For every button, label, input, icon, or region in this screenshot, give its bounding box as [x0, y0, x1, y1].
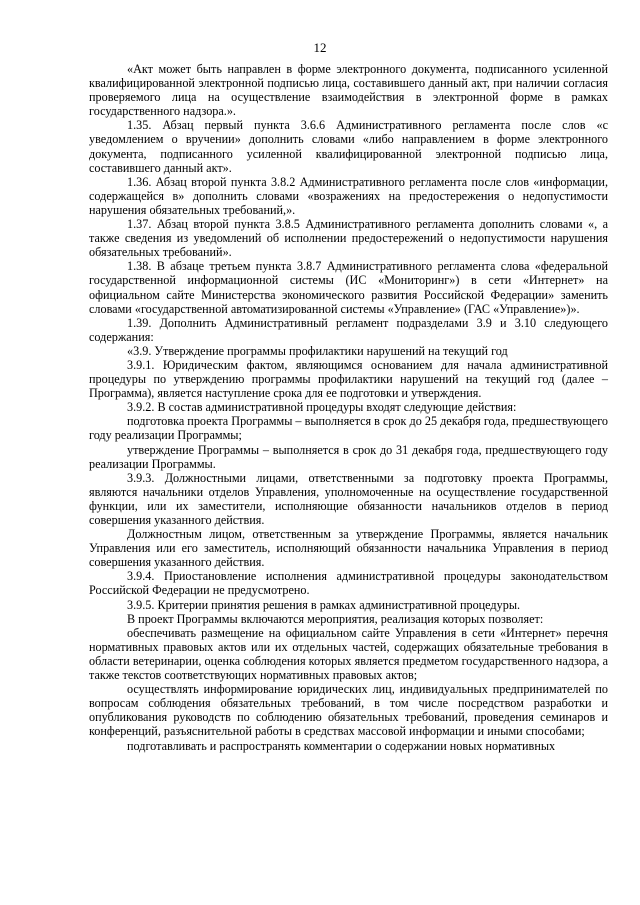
paragraph: «Акт может быть направлен в форме электронного документа, подписанного усиленной квалифицированной электронной подписью лица, составившего данный акт, при наличии согласия проверяемого лица на осуществление взаимодействия в электронной форме в рамках государственного надзора.». [89, 62, 608, 119]
paragraph: 3.9.3. Должностными лицами, ответственными за подготовку проекта Программы, являются начальники отделов Управления, уполномоченные на осуществление государственной функции, или их заместители, исполняющие обязанности начальников отделов в период совершения указанного действия. [89, 470, 608, 527]
paragraph: утверждение Программы – выполняется в срок до 31 декабря года, предшествующего году реализации Программы. [89, 442, 608, 471]
paragraph: 3.9.1. Юридическим фактом, являющимся основанием для начала административной процедуры по утверждению программы профилактики нарушений на текущий год (далее – Программа), является наступление срока для ее подготовки и утверждения. [89, 357, 608, 401]
document-body [89, 62, 608, 753]
paragraph: 1.38. В абзаце третьем пункта 3.8.7 Административного регламента слова «федеральной государственной информационной системы (ИС «Мониторинг») в сети «Интернет» на официальном сайте Министерства экономического развития Российской Федерации» заменить словами «государственной автоматизированной системы «Управление» (ГАС «Управление»)». [89, 259, 608, 316]
paragraph: обеспечивать размещение на официальном сайте Управления в сети «Интернет» перечня нормативных правовых актов или их отдельных частей, содержащих обязательные требования в области ветеринарии, оценка соблюдения которых является предметом государственного надзора, а также текстов соответствующих нормативных правовых актов; [89, 625, 608, 683]
paragraph: 1.39. Дополнить Административный регламент подразделами 3.9 и 3.10 следующего содержания: [89, 315, 608, 344]
paragraph: 1.36. Абзац второй пункта 3.8.2 Административного регламента после слов «информации, содержащейся в» дополнить словами «возражениях на предостережения о недопустимости нарушения обязательных требований,». [89, 174, 608, 217]
paragraph: В проект Программы включаются мероприятия, реализация которых позволяет: [127, 611, 544, 626]
paragraph: 3.9.5. Критерии принятия решения в рамках административной процедуры. [127, 597, 521, 612]
section-heading: «3.9. Утверждение программы профилактики нарушений на текущий год [127, 343, 508, 358]
paragraph: осуществлять информирование юридических лиц, индивидуальных предпринимателей по вопросам соблюдения обязательных требований, в том числе посредством разработки и опубликования руководств по соблюдению обязательных требований, проведения семинаров и конференций, разъяснительной работы в средствах массовой информации и иными способами; [89, 682, 608, 739]
paragraph: 1.37. Абзац второй пункта 3.8.5 Административного регламента дополнить словами «, а также сведения из уведомлений об исполнении предостережений о недопустимости нарушения обязательных требований». [89, 217, 608, 260]
paragraph: 3.9.2. В состав административной процедуры входят следующие действия: [127, 400, 517, 415]
paragraph: 1.35. Абзац первый пункта 3.6.6 Административного регламента после слов «с уведомлением о вручении» дополнить словами «либо направлением в форме электронного документа, подписанного усиленной квалифицированной электронной подписью лица, составившего данный акт». [89, 118, 608, 175]
page-number: 12 [313, 40, 327, 55]
paragraph: подготавливать и распространять комментарии о содержании новых нормативных [127, 738, 556, 753]
paragraph: Должностным лицом, ответственным за утверждение Программы, является начальник Управления или его заместитель, исполняющий обязанности начальника Управления в период совершения указанного действия. [89, 527, 608, 570]
paragraph: подготовка проекта Программы – выполняется в срок до 25 декабря года, предшествующего году реализации Программы; [89, 414, 608, 443]
paragraph: 3.9.4. Приостановление исполнения административной процедуры законодательством Российской Федерации не предусмотрено. [89, 569, 608, 598]
